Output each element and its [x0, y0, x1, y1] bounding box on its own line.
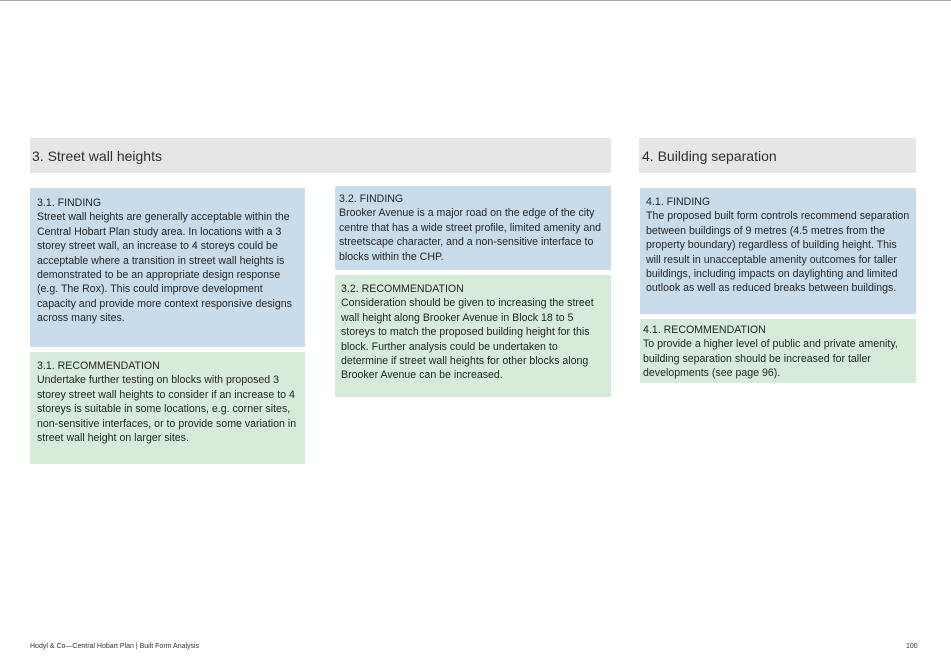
recommendation-3-2	[335, 275, 611, 397]
section-header-street-wall-heights	[30, 138, 611, 173]
finding-4-1	[640, 188, 916, 314]
finding-heading: 3.1. FINDING	[37, 197, 102, 209]
top-rule	[0, 0, 951, 1]
recommendation-heading: 4.1. RECOMMENDATION	[643, 324, 766, 336]
recommendation-3-1	[30, 352, 305, 464]
page-number: 100	[906, 643, 918, 650]
finding-3-1	[30, 188, 305, 347]
recommendation-text: Undertake further testing on blocks with proposed 3 storey street wall heights to consider if an increase to 4 storeys is suitable in some locations, e.g. corner sites, non-sensitive interfaces, or to provide some variation in street wall height on larger sites.	[37, 374, 297, 445]
section-title: 4. Building separation	[642, 147, 777, 164]
section-title: 3. Street wall heights	[32, 147, 162, 164]
section-header-building-separation	[639, 138, 916, 173]
finding-3-2	[335, 186, 611, 270]
recommendation-text: Consideration should be given to increasing the street wall height along Brooker Avenue in Block 18 to 5 storeys to match the proposed building height for this block. Further analysis could be undertaken to determine if street wall heights for other blocks along Brooker Avenue can be increased.	[341, 297, 594, 382]
finding-heading: 3.2. FINDING	[339, 193, 404, 205]
finding-text: Street wall heights are generally acceptable within the Central Hobart Plan study area. In locations with a 3 storey street wall, an increase to 4 storeys could be acceptable where a transition in street wall heights is demonstrated to be an appropriate design response (e.g. The Rox). This could improve development capacity and provide more context responsive designs across many sites.	[37, 211, 292, 325]
recommendation-text: To provide a higher level of public and private amenity, building separation should be increased for taller developments (see page 96).	[643, 338, 898, 380]
recommendation-4-1	[640, 319, 916, 383]
finding-heading: 4.1. FINDING	[646, 196, 711, 208]
recommendation-heading: 3.2. RECOMMENDATION	[341, 283, 464, 295]
finding-text: The proposed built form controls recommend separation between buildings of 9 metres (4.5 metres from the property boundary) regardless of building height. This will result in unacceptable amenity outcomes for taller buildings, including impacts on daylighting and limited outlook as well as reduced breaks between buildings.	[646, 210, 910, 295]
recommendation-heading: 3.1. RECOMMENDATION	[37, 360, 160, 372]
footer-credit: Hodyl & Co—Central Hobart Plan | Built Form Analysis	[30, 643, 200, 650]
finding-text: Brooker Avenue is a major road on the edge of the city centre that has a wide street profile, limited amenity and streetscape character, and a non-sensitive interface to blocks within the CHP.	[339, 207, 602, 263]
